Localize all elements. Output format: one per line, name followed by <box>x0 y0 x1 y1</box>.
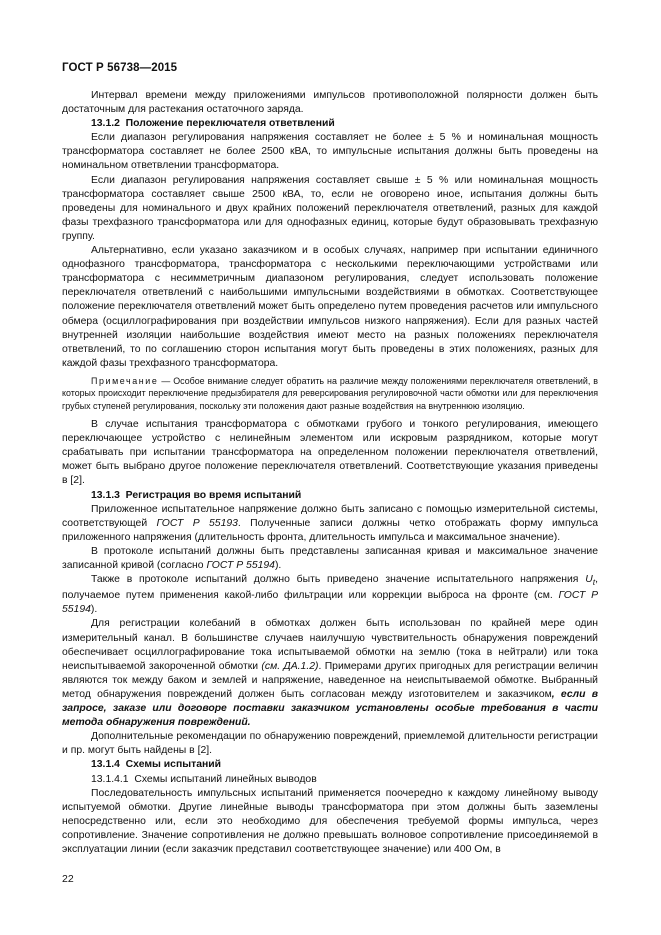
paragraph-test-report <box>62 545 598 573</box>
text-run: В протоколе испытаний должны быть представлены записанная кривая и максимальное значение записанной кривой (согласно <box>62 545 598 572</box>
subsection-heading-line-terminals <box>62 773 598 787</box>
section-title: Регистрация во время испытаний <box>125 489 302 501</box>
voltage-subscript: t <box>592 577 596 588</box>
note-block <box>62 375 598 412</box>
section-number: 13.1.3 <box>91 489 120 501</box>
standard-reference: ГОСТ Р 55193 <box>156 517 238 529</box>
paragraph-low-range: Если диапазон регулирования напряжения составляет не более ± 5 % и номинальная мощность трансформатора составляет не более 2500 кВА, то импульсные испытания должны быть проведены на номинальном ответвлении трансформатора. <box>62 132 598 172</box>
note-dash: — <box>161 375 171 386</box>
section-title: Схемы испытаний линейных выводов <box>134 773 317 785</box>
paragraph-coarse-fine-regulation: В случае испытания трансформатора с обмотками грубого и тонкого регулирования, имеющего переключающее устройство с нелинейным элементом или искровым разрядником, которые могут срабатывать при испытании трансформатора на определенном положении переключателя ответвлений, может быть выбрано другое положение переключателя ответвлений. Соответствующие указания приведены в [2]. <box>62 419 598 487</box>
paragraph-recorded-voltage <box>62 503 598 545</box>
paragraph-oscillation-registration <box>62 617 598 730</box>
text-run: ). <box>274 560 282 572</box>
section-number: 13.1.4.1 <box>91 773 129 785</box>
paragraph-impulse-sequence: Последовательность импульсных испытаний применяется поочередно к каждому линейному выводу испытуемой обмотки. Другие линейные выводы трансформатора при этом должны быть заземлены непосредственно или, если это необходимо для обеспечения требуемой формы импульса, через сопротивление. Значение сопротивления не должно превышать волновое сопротивление присоединяемой в эксплуатации линии (если заказчик представил соответствующее значение) или 400 Ом, в <box>62 787 598 855</box>
section-number: 13.1.2 <box>91 118 120 130</box>
section-heading-recording <box>62 489 598 503</box>
document-code-header: ГОСТ Р 56738—2015 <box>62 62 178 74</box>
section-title: Положение переключателя ответвлений <box>125 118 335 130</box>
text-run: . Полученные записи должны четко отображать форму импульса приложенного напряжения (длительность фронта, длительность импульса и максимальное значение). <box>62 517 598 543</box>
text-run: ). <box>90 604 98 616</box>
standard-reference: ГОСТ Р 55194 <box>62 590 598 616</box>
section-heading-tap-changer-position <box>62 117 598 131</box>
section-heading-test-circuits <box>62 758 598 772</box>
section-title: Схемы испытаний <box>125 759 222 771</box>
standard-reference: ГОСТ Р 55194 <box>206 560 275 572</box>
text-run: Приложенное испытательное напряжение должно быть записано с помощью измерительной системы, соответствующей <box>62 503 598 529</box>
page-number: 22 <box>62 873 74 885</box>
section-number: 13.1.4 <box>91 759 120 771</box>
annex-reference: (см. ДА.1.2) <box>261 660 319 672</box>
paragraph-discharge-interval: Интервал времени между приложениями импульсов противоположной полярности должен быть достаточным для растекания остаточного заряда. <box>62 90 598 116</box>
paragraph-high-range: Если диапазон регулирования напряжения составляет свыше ± 5 % или номинальная мощность трансформатора составляет свыше 2500 кВА, то, если не оговорено иное, испытания должны быть проведены для номинального и двух крайних положений переключателя ответвлений, разных для каждой фазы трехфазного трансформатора или для однофазных единиц, которые будут образовывать трехфазную группу. <box>62 174 598 242</box>
document-body <box>62 89 598 857</box>
paragraph-test-voltage-value <box>62 573 598 617</box>
paragraph-additional-recommendations: Дополнительные рекомендации по обнаружению повреждений, приемлемой длительности регистрации и пр. могут быть найдены в [2]. <box>62 731 598 757</box>
text-run: . Примерами других пригодных для регистрации величин являются ток между баком и землей и напряжение, наведенное на неиспытываемой обмотке. Выбранный метод обнаружения повреждений должен быть согласован между изготовителем и заказчиком <box>62 660 598 700</box>
emphasized-text: , если в запросе, заказе или договоре поставки заказчиком установлены особые требования в части метода обнаружения повреждений. <box>62 688 598 729</box>
note-label: Примечание <box>91 375 159 386</box>
voltage-symbol: U <box>585 574 593 586</box>
text-run: , получаемое путем применения какой-либо фильтрации или коррекции выброса на фронте (см. <box>62 574 598 602</box>
text-run: Также в протоколе испытаний должно быть приведено значение испытательного напряжения <box>91 574 586 586</box>
text-run: Для регистрации колебаний в обмотках должен быть использован по крайней мере один измерительный канал. В большинстве случаев наилучшую чувствительность обнаружения повреждений обеспечивает осциллографирование тока испытываемой обмотки на землю (тока в нейтрали) или тока неиспытываемой закороченной обмотки <box>62 618 598 672</box>
paragraph-alternative: Альтернативно, если указано заказчиком и в особых случаях, например при испытании единичного однофазного трансформатора, трансформатора с несколькими переключающими устройствами или трансформатора с несимметричным диапазоном регулирования, следует использовать положение переключателя ответвлений с наибольшими импульсными воздействиями в обмотках. Соответствующее положение переключателя ответвлений может быть определено путем проведения расчетов или импульсного обмера (осциллографирования при воздействии импульсов низкого напряжения). Если для разных частей внутренней изоляции наибольшие воздействия имеют место на разных положениях переключателя ответвлений, то по соглашению сторон испытания могут быть проведены в этих положениях, разных для каждой фазы трехфазного трансформатора. <box>62 245 598 369</box>
note-text: Особое внимание следует обратить на различие между положениями переключателя ответвлений, в которых происходит переключение предызбирателя для реверсирования регулировочной части обмотки или для переключения грубых ступеней регулирования, поскольку эти положения дают разные воздействия на внутреннюю изоляцию. <box>62 375 599 411</box>
